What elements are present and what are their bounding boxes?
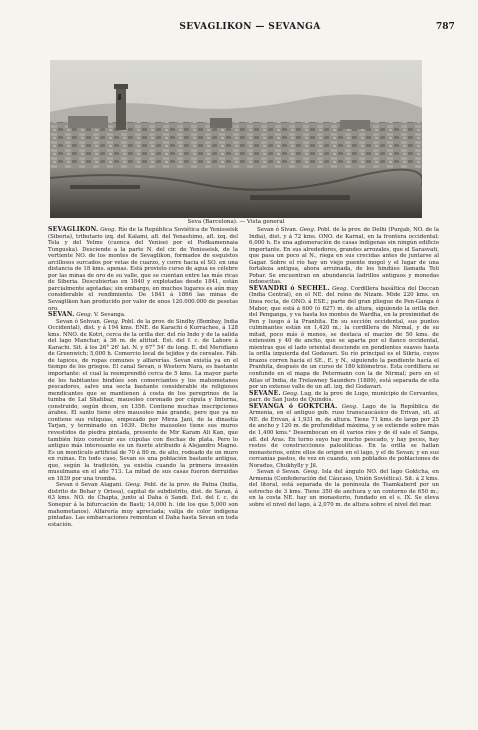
- entry-sevaglikon: [48, 227, 238, 312]
- page-number: 787: [436, 22, 455, 32]
- entry-geo-tag: Geog.: [103, 318, 120, 325]
- entry-sevandri: [249, 286, 439, 391]
- figure-caption: Seva (Barcelona). — Vista general: [187, 219, 285, 225]
- entry-headword: Sevan ó Sevan.: [257, 469, 301, 476]
- entry-body: V. Sevanga.: [94, 312, 126, 319]
- entry-headword: SEVANDRI ó SECHEL.: [249, 284, 330, 292]
- entry-body: Lago de la República de Armenia, en el antiguo gob. ruso transcaucásico de Erivan, sit. al NE. de Erivan, á 1,931 m. de altura. Tiene 71 kms. de largo por 25 de ancho y 120 m. de profundidad máxima, y se extiende sobre más de 1,400 kms.² Desembocan en él varios ríos y de él sale el Sanga, afl. del Aras. En torno suyo hay mucho pescado, y hay peces, hay restos de construcciones paleolíticas. En la orilla se hallan monasterios, entre ellos de origen en el lago, y el de Sevan; y en sus cercanías pastos, de vez en cuando, son poblados de poblaciones de Noradus, Chukhylly y Jil.: [249, 403, 439, 469]
- entry-sevan-sivan: [249, 227, 439, 286]
- town-panorama-image: [50, 60, 422, 218]
- running-header: SEVAGLIKON — SEVANGA: [179, 22, 321, 32]
- general-view-photo: [50, 60, 422, 218]
- entry-body: Lug. de la prov. de Lugo, municipio de Cervantes, parr. de San Justo de Quindós.: [249, 390, 440, 404]
- entry-sevan-alagani: [48, 482, 238, 528]
- entry-geo-tag: Geog.: [332, 285, 349, 292]
- entry-headword: SEVAGLIKON.: [48, 226, 99, 233]
- entry-geo-tag: Geog.: [299, 227, 316, 233]
- page-bottom-margin: [0, 704, 478, 730]
- entry-geo-tag: Geog.: [303, 469, 320, 476]
- entry-geo-tag: Geog.: [125, 482, 142, 489]
- entry-geo-tag: Geog.: [76, 312, 93, 319]
- entry-headword: Sevan ó Sevan Alagani.: [56, 482, 123, 489]
- entry-headword: Sevan ó Sehvan.: [56, 318, 102, 325]
- left-text-column: [48, 227, 238, 528]
- entry-headword: SEVAN.: [48, 311, 75, 319]
- entry-body: Río de la República Soviética de Yenisseisk (Siberia), tributario izq. del Kalami, afl. del Yenashimo, afl. izq. del Tela y del Yelme (cuenca del Yenisei por el Podkamennaia Tunguska). Desciende a la parte N. del cir. de Yenisseisk, de la vertiente NO. de los montes de Sevaglikon, formados de esquistos arcillosos surcados por vetas de cuarzo, y corre hacia el SO. en una distancia de 18 kms. apenas. Está provisto curso de agua es célebre por las minas de oro de su valle, que se cuentan entre las más ricas de Siberia. Descubiertas en 1840 y explotadas desde 1841, están parcialmente agotadas; sin embargo, en muchos lugares es aún muy considerable el rendimiento. De 1841 á 1866 las minas de Sevaglikon han producido por valor de unos 120.000.000 de pesetas oro.: [48, 227, 239, 312]
- entry-sevanga: [249, 404, 439, 469]
- entry-body: Pobl. de la prov. de Sindhy (Bombay, India Occidental), dist. y á 194 kms. ENE. de Karachi ó Kurrachee, á 128 kms. NNO. de Kotri, cerca de la orilla der. del río Indo y de la salida del lago Manchar, á 36 m. de altitud. Est. del f. c. de Lahore á Karachi. Sit. á los 26° 26' lat. N. y 67° 54' de long. E. del Meridiano de Greenwich; 5,000 h. Comercio local de tejidos y de cereales. Fáb. de tapices, de ropas comunes y alfarerías. Sevan existía ya en el tiempo de los griegos. El canal Sevan, o Western Nara, es bastante importante: el cual la reemprendió cerca de 5 kms. La mayor parte de los habitantes hindúes son comerciantes y los mahometanos pescadores, salvo una secta bastante considerable de religiosos mendicantes que se mantienen á costa de los peregrinos de la tumba de Lal Shahbaz, mausoleo coronado por cúpula y linterna, construido, según dicen, en 1356. Contiene muchas inscripciones árabes. El santo tiene otro mausoleo más grande, pero que ya no contiene sus reliquias, empezado por Mirza Jani, de la dinastía Tarjan, y terminado en 1639. Dicho mausoleo tiene sus muros revestidos de piedra pintada, presente de Mir Karam Ali Kan, que también hizo construir sus cúpulas con flechas de plata. Pero lo antiguo más interesante es un fuerte atribuido á Alejandro Magno. Es un montículo artificial de 70 á 80 m. de alto, rodeado de un muro en ruinas. En todo caso, Sevan es una población bastante antigua, que, según la tradición, ya existía cuando la primera invasión musulmana en el año 713. La mitad de sus casas fueron derruidas en 1839 por una tromba.: [48, 318, 238, 482]
- entry-geo-tag: Geog.: [282, 390, 299, 397]
- right-text-column: [249, 227, 439, 509]
- entry-headword: SEVANGA ó GOKTCHA.: [249, 402, 338, 410]
- entry-sevan-sehvan: [48, 319, 238, 483]
- entry-geo-tag: Geog.: [100, 227, 117, 233]
- entry-sevan-island: [249, 469, 439, 508]
- entry-body: Isla del ángulo NO. del lago Goktcha, en Armenia (Confederación del Cáucaso, Unión Soviética). Sit. á 2 kms. del litoral, está separada de la península de Tsamkaberd por un estrecho de 3 kms. Tiene 350 de anchura y un contorno de 650 m.; en la costa NE. hay un monasterio, fundado en el s. IX. Se eleva sobre el nivel del lago, á 2,070 m. de altura sobre el nivel del mar.: [249, 469, 439, 508]
- entry-headword: Sevan ó Sivan.: [257, 227, 298, 233]
- entry-body: Cordillera basáltica del Deccan (India Central), en el NE. del reino de Nizam. Mide 220 kms. en línea recta, de ONO. á ESE.; parte del gran pliegue de Pen-Ganga ó Mahor, que está á 600 (ó 627) m. de altura, siguiendo la orilla der. del Penganga, y va hasta los montes de Wardha, en la proximidad de Pen y luego á la Pranhita. En su sección occidental, sus puntos culminantes están en 1,420 m.; la cordillera de Nirmal, y de su mitad, poco más ó menos, se destaca el macizo de 50 kms. de extensión y 40 de ancho, que se aparta por el flanco occidental, mientras que el lado oriental desciende en pendientes suaves hasta la orilla izquierda del Godavari. Su río principal es el Sikria, cuyos brazos corren hacia el SE., E. y N., siguiendo la pendiente hacia el Pranhita, después de un curso de 180 kilómetros. Esta cordillera se confunde en el mapa de Petermann con la de Nirmal; pero en el Atlas of India, de Trelawney Saunders (1889), está separada de ella por un extenso valle de un afl. izq. del Godavari.: [249, 285, 440, 391]
- entry-headword: SEVANE.: [249, 389, 281, 397]
- entry-geo-tag: Geog.: [341, 403, 358, 410]
- entry-body: Pobl. de la prov. de Patna (India, distrito de Behar y Orissa), capital de subdistrito, dist. de Saran, á 63 kms. NO. de Chapta, junto al Daha ó Sandi. Est. del f. c. de Sonepur á la bifurcación de Basti; 14,000 h. (de los que 5,000 son mahometanos). Alfarería muy apreciada; valija de color indígena pintadas. Las embarcaciones remontan el Daha hasta Sevan en toda estación.: [48, 482, 239, 528]
- entry-body: Pobl. de la prov. de Delhi (Punjab, NO. de la India), dist. y á 72 kms. ONO. de Karnal, en la frontera occidental; 6,000 h. Es una aglomeración de casas indígenas sin ningún edificio importante. En sus alrededores, grandes arrozales, que el Sarasvati, que pasa un poco al N., riega en sus crecidas antes de juntarse al Gagar. Sobre el río hay un viejo puente mogol y el lugar de una fortaleza antigua, ahora arruinada, de los hindúes llamada Teli Pohar. Se encuentran en abundancia ladrillos antiguos y monedas indoescitas.: [249, 227, 440, 286]
